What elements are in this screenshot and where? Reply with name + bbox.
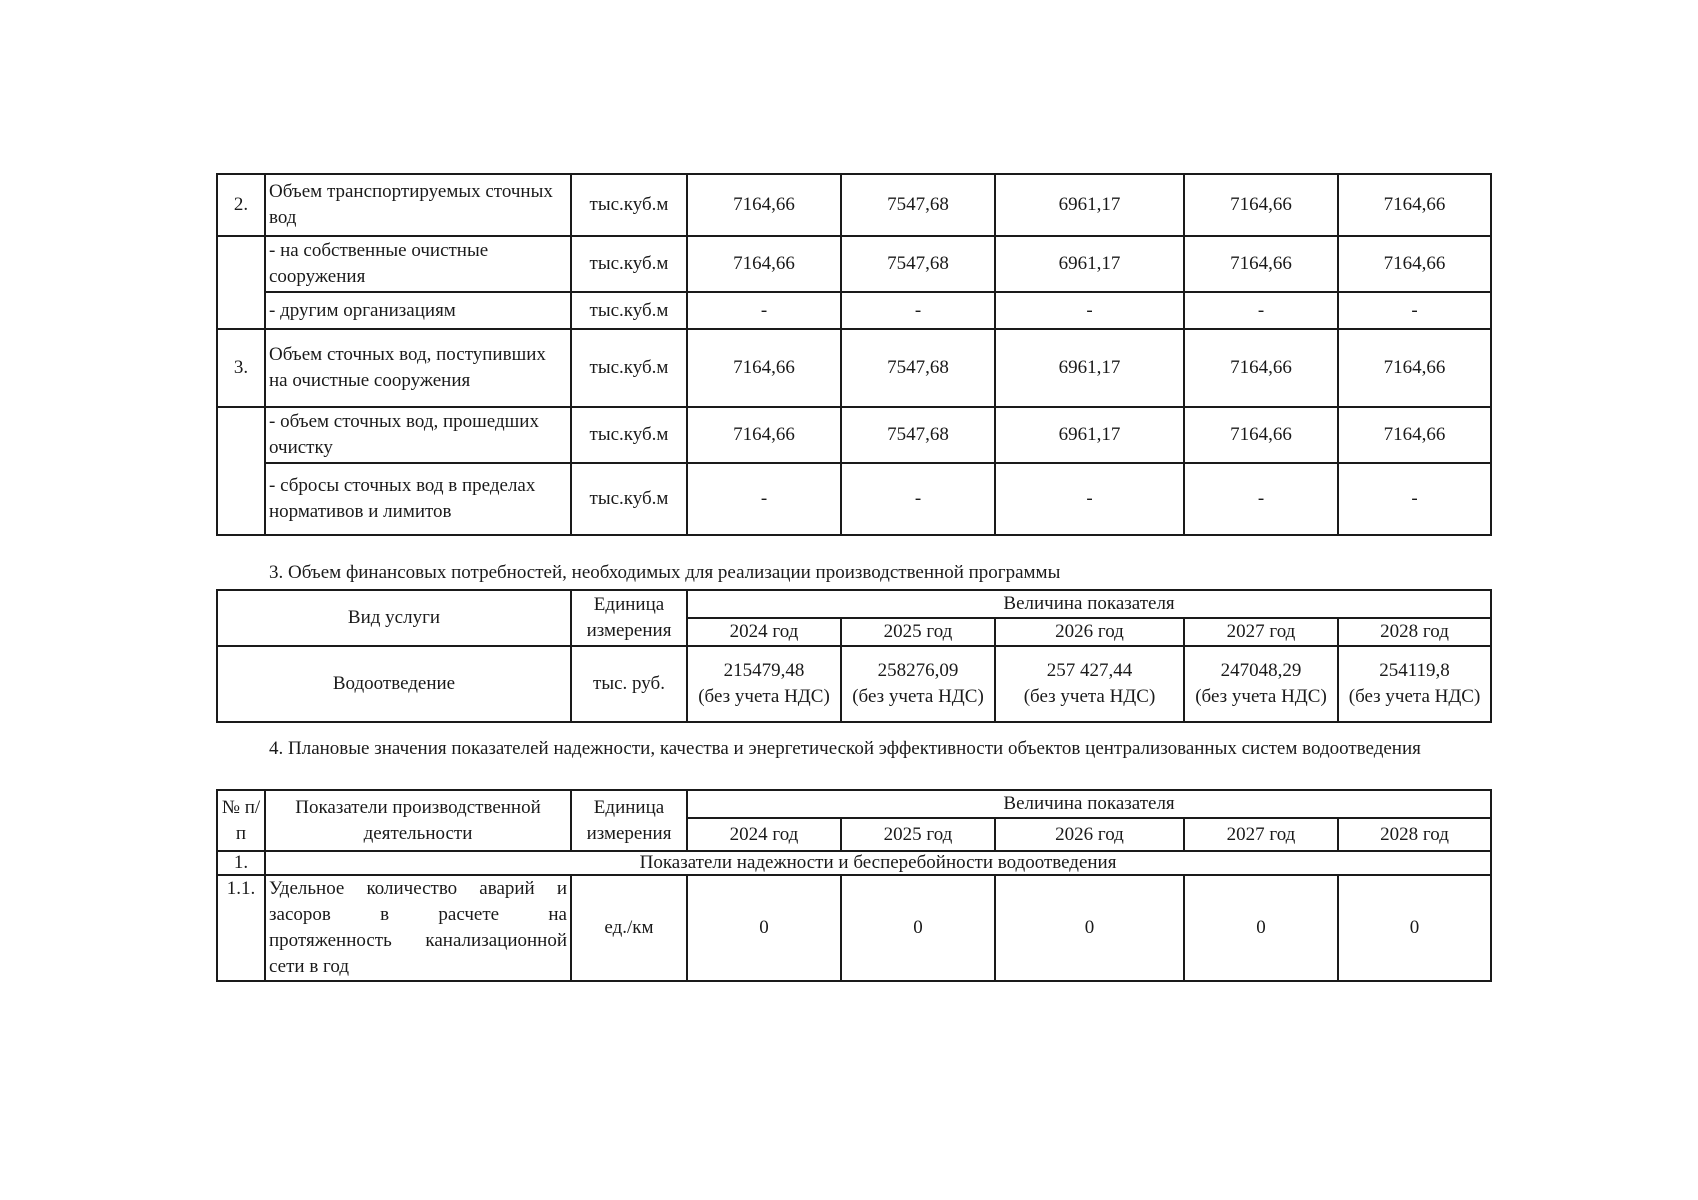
- amount-value: 258276,09: [877, 660, 959, 681]
- column-header-service: Вид услуги: [217, 590, 571, 646]
- table-header-row: [217, 790, 1491, 818]
- production-volume-table: [216, 173, 1492, 536]
- amount-cell: [995, 646, 1184, 722]
- indicator-line: протяженность канализационной: [269, 930, 567, 951]
- section-4-heading: 4. Плановые значения показателей надежности, качества и энергетической эффективности объектов централизованных систем водоотведения: [269, 738, 1421, 759]
- indicator-line: Удельное количество аварий и: [269, 878, 567, 899]
- value-cell: 0: [841, 875, 995, 981]
- value-cell: 7164,66: [1184, 329, 1338, 407]
- table-row: [217, 875, 1491, 981]
- year-header: 2027 год: [1184, 818, 1338, 851]
- value-cell: 7164,66: [687, 407, 841, 463]
- column-header-value: Величина показателя: [687, 790, 1491, 818]
- value-cell: -: [687, 463, 841, 535]
- value-cell: -: [1338, 292, 1491, 329]
- value-cell: 0: [1338, 875, 1491, 981]
- row-name: - на собственные очистные сооружения: [265, 236, 571, 292]
- value-cell: 0: [995, 875, 1184, 981]
- table-row: [217, 236, 1491, 292]
- value-cell: 7164,66: [1338, 174, 1491, 236]
- value-cell: -: [1338, 463, 1491, 535]
- row-number-empty: [217, 407, 265, 535]
- section-3-heading: 3. Объем финансовых потребностей, необходимых для реализации производственной программы: [269, 562, 1061, 583]
- year-header: 2026 год: [995, 818, 1184, 851]
- year-header: 2028 год: [1338, 618, 1491, 646]
- row-unit: тыс.куб.м: [571, 236, 687, 292]
- vat-note: (без учета НДС): [698, 686, 830, 707]
- group-row: [217, 851, 1491, 875]
- value-cell: 7164,66: [1338, 236, 1491, 292]
- amount-cell: [1184, 646, 1338, 722]
- row-unit: тыс.куб.м: [571, 407, 687, 463]
- row-unit: тыс.куб.м: [571, 292, 687, 329]
- row-number: 3.: [217, 329, 265, 407]
- column-header-indicator: Показатели производственной деятельности: [265, 790, 571, 851]
- vat-note: (без учета НДС): [1195, 686, 1327, 707]
- value-cell: -: [1184, 463, 1338, 535]
- indicator-line: засоров в расчете на: [269, 904, 567, 925]
- table-row: [217, 463, 1491, 535]
- row-name: - сбросы сточных вод в пределах нормативов и лимитов: [265, 463, 571, 535]
- column-header-unit: Единица измерения: [571, 590, 687, 646]
- amount-value: 254119,8: [1379, 660, 1450, 681]
- row-unit: ед./км: [571, 875, 687, 981]
- value-cell: 7164,66: [1184, 174, 1338, 236]
- year-header: 2024 год: [687, 618, 841, 646]
- amount-value: 247048,29: [1220, 660, 1302, 681]
- table-row: [217, 292, 1491, 329]
- table-header-row: [217, 590, 1491, 618]
- table-row: [217, 407, 1491, 463]
- value-cell: 6961,17: [995, 407, 1184, 463]
- value-cell: 0: [1184, 875, 1338, 981]
- column-header-unit: Единица измерения: [571, 790, 687, 851]
- value-cell: -: [841, 463, 995, 535]
- vat-note: (без учета НДС): [852, 686, 984, 707]
- value-cell: 7547,68: [841, 407, 995, 463]
- value-cell: 0: [687, 875, 841, 981]
- row-unit: тыс.куб.м: [571, 174, 687, 236]
- value-cell: -: [687, 292, 841, 329]
- column-header-value: Величина показателя: [687, 590, 1491, 618]
- indicator-line: сети в год: [269, 956, 349, 977]
- row-unit: тыс.куб.м: [571, 329, 687, 407]
- year-header: 2025 год: [841, 818, 995, 851]
- value-cell: 6961,17: [995, 174, 1184, 236]
- vat-note: (без учета НДС): [1348, 686, 1481, 707]
- row-number: 1.1.: [217, 875, 265, 981]
- year-header: 2024 год: [687, 818, 841, 851]
- row-unit: тыс.куб.м: [571, 463, 687, 535]
- group-title: Показатели надежности и бесперебойности водоотведения: [265, 851, 1491, 875]
- group-number: 1.: [217, 851, 265, 875]
- year-header: 2028 год: [1338, 818, 1491, 851]
- amount-cell: [687, 646, 841, 722]
- row-unit: тыс. руб.: [571, 646, 687, 722]
- row-name: - объем сточных вод, прошедших очистку: [265, 407, 571, 463]
- indicator-name: [265, 875, 571, 981]
- service-name: Водоотведение: [217, 646, 571, 722]
- value-cell: 7164,66: [687, 174, 841, 236]
- value-cell: -: [995, 463, 1184, 535]
- column-header-number: № п/п: [217, 790, 265, 851]
- value-cell: -: [995, 292, 1184, 329]
- table-row: [217, 329, 1491, 407]
- value-cell: 7164,66: [687, 329, 841, 407]
- year-header: 2025 год: [841, 618, 995, 646]
- vat-note: (без учета НДС): [1023, 686, 1156, 707]
- value-cell: 7547,68: [841, 236, 995, 292]
- table-row: [217, 646, 1491, 722]
- row-name: Объем сточных вод, поступивших на очистные сооружения: [265, 329, 571, 407]
- table-row: [217, 174, 1491, 236]
- row-number: 2.: [217, 174, 265, 236]
- value-cell: 7164,66: [687, 236, 841, 292]
- amount-cell: [841, 646, 995, 722]
- year-header: 2027 год: [1184, 618, 1338, 646]
- year-header: 2026 год: [995, 618, 1184, 646]
- row-name: Объем транспортируемых сточных вод: [265, 174, 571, 236]
- row-number-empty: [217, 236, 265, 329]
- value-cell: 7547,68: [841, 329, 995, 407]
- amount-value: 215479,48: [723, 660, 805, 681]
- value-cell: -: [841, 292, 995, 329]
- value-cell: 7164,66: [1184, 407, 1338, 463]
- value-cell: -: [1184, 292, 1338, 329]
- reliability-indicators-table: [216, 789, 1492, 982]
- value-cell: 6961,17: [995, 236, 1184, 292]
- financial-needs-table: [216, 589, 1492, 723]
- amount-cell: [1338, 646, 1491, 722]
- value-cell: 6961,17: [995, 329, 1184, 407]
- value-cell: 7164,66: [1338, 407, 1491, 463]
- row-name: - другим организациям: [265, 292, 571, 329]
- value-cell: 7164,66: [1184, 236, 1338, 292]
- value-cell: 7164,66: [1338, 329, 1491, 407]
- value-cell: 7547,68: [841, 174, 995, 236]
- amount-value: 257 427,44: [1046, 660, 1133, 681]
